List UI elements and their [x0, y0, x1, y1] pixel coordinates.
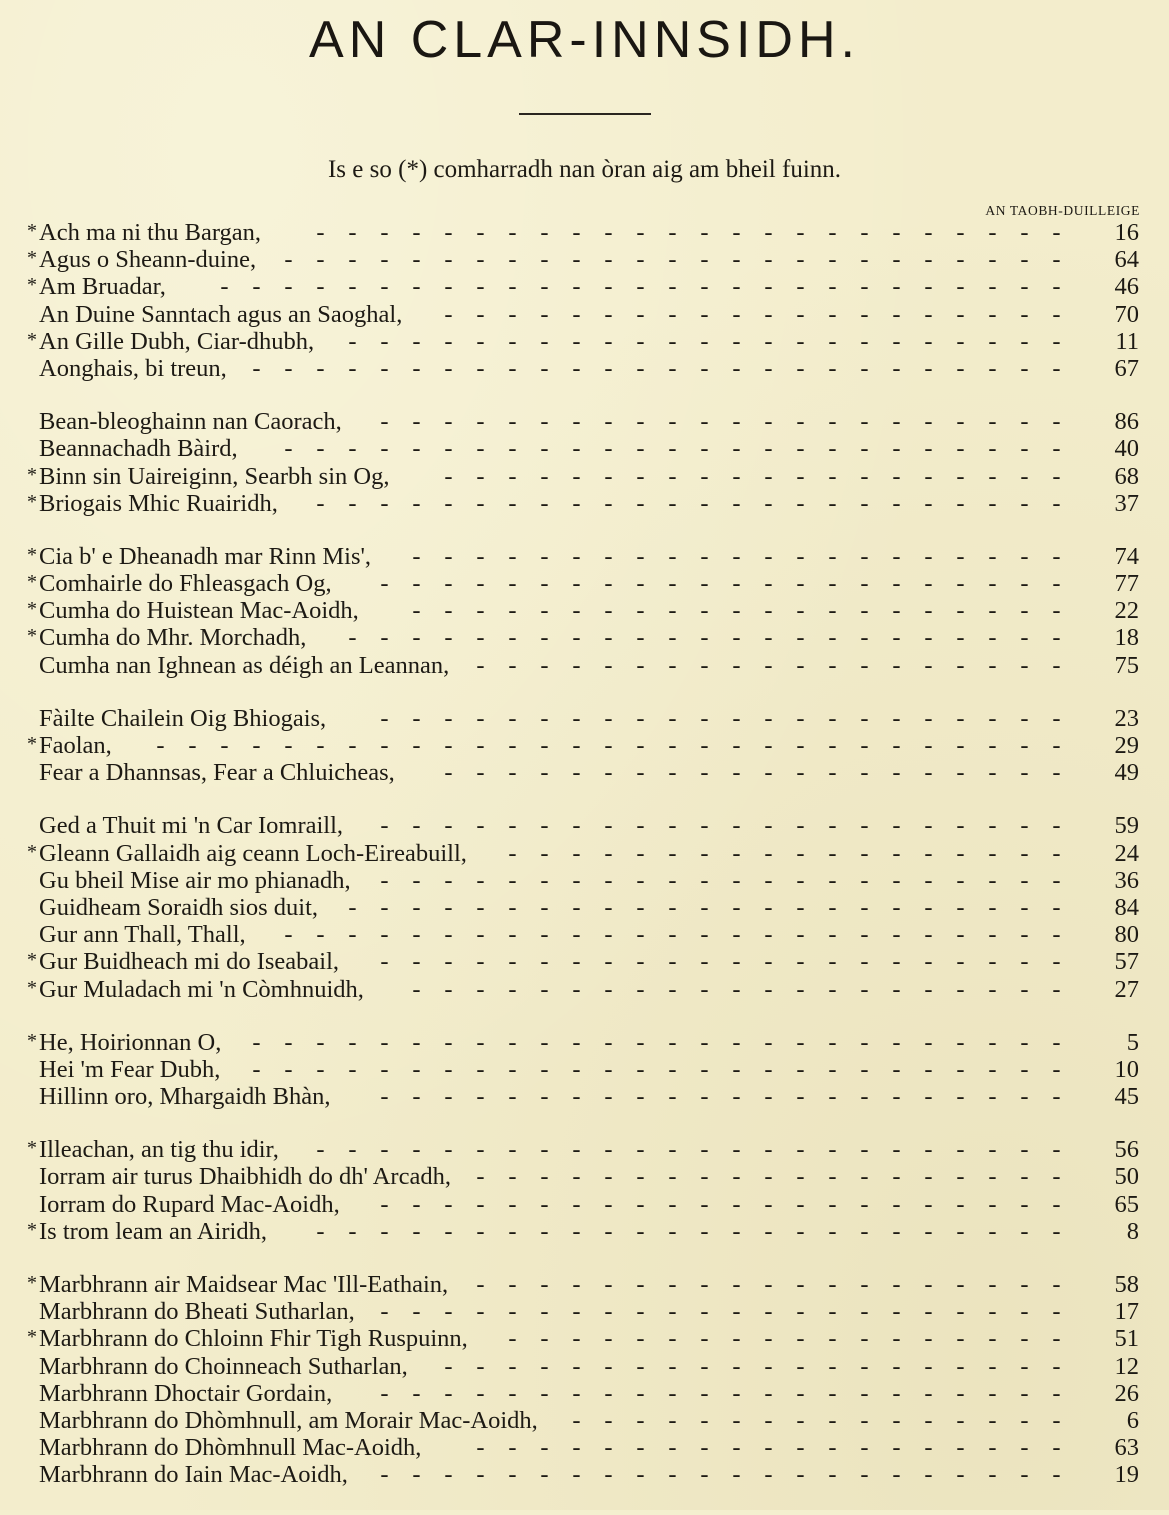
toc-entry [0, 921, 1169, 948]
dot-leaders: - - - - - - - - - - - - - - - - - - - - - [412, 975, 1062, 1003]
dot-leaders: - - - - - - - - - - - - - - - - - - - - - [412, 542, 1062, 570]
toc-entry [0, 355, 1169, 382]
toc-entry [0, 219, 1169, 246]
entry-page-number: 19 [1114, 1461, 1139, 1489]
entry-page-number: 51 [1114, 1325, 1139, 1353]
dot-leaders: - - - - - - - - - - - - - - - - - - - - [444, 1352, 1062, 1380]
toc-entry [0, 273, 1169, 300]
air-marker-asterisk: * [27, 598, 37, 621]
entry-page-number: 23 [1114, 704, 1139, 732]
air-marker-asterisk: * [27, 463, 37, 486]
toc-entry [0, 490, 1169, 517]
entry-page-number: 74 [1114, 542, 1139, 570]
toc-group [0, 1136, 1169, 1245]
entry-page-number: 58 [1114, 1271, 1139, 1298]
toc-group [0, 812, 1169, 1002]
toc-entry [0, 705, 1169, 732]
entry-page-number: 24 [1114, 839, 1139, 867]
entry-title: Gur Buidheach mi do Iseabail, [39, 948, 340, 976]
toc-entry [0, 570, 1169, 597]
toc-entry [0, 543, 1169, 570]
entry-title: He, Hoirionnan O, [39, 1028, 222, 1056]
entry-page-number: 37 [1114, 489, 1139, 517]
toc-entry [0, 1407, 1169, 1434]
entry-title: Binn sin Uaireiginn, Searbh sin Og, [39, 462, 390, 490]
entry-page-number: 5 [1126, 1028, 1139, 1056]
page-column-header: AN TAOBH-DUILLEIGE [985, 203, 1140, 218]
entry-title: An Gille Dubh, Ciar-dhubh, [39, 327, 315, 355]
air-marker-asterisk: * [27, 1218, 37, 1241]
entry-title: Marbhrann do Iain Mac-Aoidh, [39, 1461, 348, 1489]
toc-entry [0, 1218, 1169, 1245]
entry-page-number: 29 [1114, 732, 1139, 759]
toc-entry [0, 408, 1169, 435]
entry-page-number: 6 [1126, 1406, 1139, 1434]
toc-entry [0, 1353, 1169, 1380]
toc-group [0, 705, 1169, 787]
entry-title: Comhairle do Fhleasgach Og, [39, 570, 332, 598]
entry-title: Marbhrann do Chloinn Fhir Tigh Ruspuinn, [39, 1325, 468, 1353]
entry-page-number: 57 [1114, 948, 1139, 976]
dot-leaders: - - - - - - - - - - - - - - - - - - - - - - - - - - [252, 1028, 1062, 1056]
dot-leaders: - - - - - - - - - - - - - - - - - - - - - - - - - - - - - [156, 732, 1062, 759]
entry-title: Iorram do Rupard Mac-Aoidh, [39, 1190, 340, 1218]
air-marker-asterisk: * [27, 1272, 37, 1294]
dot-leaders: - - - - - - - - - - - - - - - - - - - [476, 1271, 1062, 1298]
toc-entry [0, 840, 1169, 867]
entry-page-number: 45 [1114, 1083, 1139, 1111]
entry-page-number: 80 [1114, 921, 1139, 949]
toc-entry [0, 435, 1169, 462]
dot-leaders: - - - - - - - - - - - - - - - - - - - - - - [380, 1461, 1062, 1489]
toc-group [0, 1271, 1169, 1489]
toc-group [0, 1029, 1169, 1111]
air-marker-asterisk: * [27, 949, 37, 972]
dot-leaders: - - - - - - - - - - - - - - - - - - - - - - [380, 812, 1062, 840]
entry-title: Gu bheil Mise air mo phianadh, [39, 866, 351, 894]
toc-entry [0, 1163, 1169, 1190]
toc-entry [0, 1325, 1169, 1352]
dot-leaders: - - - - - - - - - - - - - - - - - - [508, 1325, 1062, 1353]
air-marker-asterisk: * [27, 247, 37, 270]
entry-page-number: 12 [1114, 1352, 1139, 1380]
dot-leaders: - - - - - - - - - - - - - - - - - - - - - - [380, 1379, 1062, 1407]
dot-leaders: - - - - - - - - - - - - - - - - - - - - - - [380, 408, 1062, 436]
dot-leaders: - - - - - - - - - - - - - - - - - - - - - - [380, 1298, 1062, 1326]
entry-title: Gleann Gallaidh aig ceann Loch-Eireabuill, [39, 839, 467, 867]
dot-leaders: - - - - - - - - - - - - - - - - - - - - [444, 462, 1062, 490]
toc-entry [0, 732, 1169, 759]
toc-entry [0, 759, 1169, 786]
toc-group [0, 408, 1169, 517]
entry-title: Iorram air turus Dhaibhidh do dh' Arcadh, [39, 1163, 451, 1191]
entry-title: Cumha do Huistean Mac-Aoidh, [39, 597, 359, 625]
air-marker-asterisk: * [27, 328, 37, 351]
entry-title: Marbhrann Dhoctair Gordain, [39, 1379, 333, 1407]
toc-entry [0, 1056, 1169, 1083]
entry-page-number: 46 [1114, 273, 1139, 301]
entry-title: Marbhrann do Dhòmhnull, am Morair Mac-Aoidh, [39, 1406, 538, 1434]
dot-leaders: - - - - - - - - - - - - - - - - - - - - - - - - - [284, 921, 1062, 949]
air-marker-asterisk: * [27, 274, 37, 297]
dot-leaders: - - - - - - - - - - - - - - - - - - - - - - - - - - - [220, 273, 1062, 301]
entry-page-number: 63 [1114, 1434, 1139, 1462]
table-of-contents [0, 219, 1169, 1515]
entry-page-number: 49 [1114, 759, 1139, 787]
air-marker-asterisk: * [27, 733, 37, 755]
toc-entry [0, 1029, 1169, 1056]
legend-note: Is e so (*) comharradh nan òran aig am bheil fuinn. [327, 156, 842, 183]
dot-leaders: - - - - - - - - - - - - - - - - - - - - - - [380, 866, 1062, 894]
entry-title: Briogais Mhic Ruairidh, [39, 489, 278, 517]
dot-leaders: - - - - - - - - - - - - - - - - - - - - - - - [348, 893, 1062, 921]
toc-entry [0, 948, 1169, 975]
toc-entry [0, 246, 1169, 273]
dot-leaders: - - - - - - - - - - - - - - - - - - - - - - - - [316, 489, 1062, 517]
entry-page-number: 65 [1114, 1190, 1139, 1218]
dot-leaders: - - - - - - - - - - - - - - - - - - - - - - - - [316, 219, 1062, 246]
toc-entry [0, 652, 1169, 679]
toc-group [0, 219, 1169, 382]
dot-leaders: - - - - - - - - - - - - - - - - - - - - - - - - - - [252, 354, 1062, 382]
toc-entry [0, 624, 1169, 651]
toc-entry [0, 328, 1169, 355]
entry-page-number: 59 [1114, 812, 1139, 840]
entry-page-number: 18 [1114, 624, 1139, 652]
entry-title: Marbhrann air Maidsear Mac 'Ill-Eathain, [39, 1271, 449, 1298]
entry-page-number: 10 [1114, 1055, 1139, 1083]
toc-entry [0, 1083, 1169, 1110]
entry-page-number: 11 [1115, 327, 1139, 355]
entry-title: Gur ann Thall, Thall, [39, 921, 246, 949]
dot-leaders: - - - - - - - - - - - - - - - - - - - [476, 1434, 1062, 1462]
dot-leaders: - - - - - - - - - - - - - - - - - - - - - - [380, 1083, 1062, 1111]
air-marker-asterisk: * [27, 976, 37, 999]
air-marker-asterisk: * [27, 220, 37, 242]
entry-title: Agus o Sheann-duine, [39, 246, 257, 274]
entry-title: Fàilte Chailein Oig Bhiogais, [39, 704, 327, 732]
entry-page-number: 68 [1114, 462, 1139, 490]
toc-entry [0, 301, 1169, 328]
entry-title: Ged a Thuit mi 'n Car Iomraill, [39, 812, 344, 840]
dot-leaders: - - - - - - - - - - - - - - - - - - - - [444, 759, 1062, 787]
dot-leaders: - - - - - - - - - - - - - - - - - - - - - - [380, 948, 1062, 976]
air-marker-asterisk: * [27, 571, 37, 594]
air-marker-asterisk: * [27, 1137, 37, 1160]
entry-page-number: 64 [1114, 246, 1139, 274]
dot-leaders: - - - - - - - - - - - - - - - - - - [508, 839, 1062, 867]
entry-title: Fear a Dhannsas, Fear a Chluicheas, [39, 759, 395, 787]
toc-entry [0, 597, 1169, 624]
toc-entry [0, 976, 1169, 1003]
toc-entry [0, 1461, 1169, 1488]
entry-page-number: 84 [1114, 893, 1139, 921]
air-marker-asterisk: * [27, 1326, 37, 1349]
dot-leaders: - - - - - - - - - - - - - - - - - - - - - - [380, 570, 1062, 598]
dot-leaders: - - - - - - - - - - - - - - - - - - - - - - - [348, 624, 1062, 652]
entry-title: Ach ma ni thu Bargan, [39, 219, 262, 246]
toc-entry [0, 867, 1169, 894]
entry-page-number: 22 [1114, 597, 1139, 625]
toc-entry [0, 812, 1169, 839]
dot-leaders: - - - - - - - - - - - - - - - - - - - - - - [380, 1190, 1062, 1218]
entry-title: Marbhrann do Choinneach Sutharlan, [39, 1352, 408, 1380]
entry-title: Hillinn oro, Mhargaidh Bhàn, [39, 1083, 331, 1111]
toc-group [0, 543, 1169, 679]
entry-page-number: 36 [1114, 866, 1139, 894]
title-rule [519, 113, 651, 115]
entry-title: Cumha nan Ighnean as déigh an Leannan, [39, 651, 450, 679]
dot-leaders: - - - - - - - - - - - - - - - - - - - - - - - - [316, 1136, 1062, 1164]
dot-leaders: - - - - - - - - - - - - - - - - - - - - - - - - - - [252, 1055, 1062, 1083]
entry-page-number: 77 [1114, 570, 1139, 598]
air-marker-asterisk: * [27, 625, 37, 648]
entry-title: Faolan, [39, 732, 112, 759]
air-marker-asterisk: * [27, 840, 37, 863]
entry-page-number: 75 [1114, 651, 1139, 679]
entry-title: Bean-bleoghainn nan Caorach, [39, 408, 342, 436]
dot-leaders: - - - - - - - - - - - - - - - - - - - - - - - - - [284, 246, 1062, 274]
toc-entry [0, 1271, 1169, 1298]
air-marker-asterisk: * [27, 543, 37, 566]
toc-entry [0, 1191, 1169, 1218]
entry-title: Gur Muladach mi 'n Còmhnuidh, [39, 975, 364, 1003]
entry-page-number: 8 [1126, 1217, 1139, 1245]
toc-entry [0, 894, 1169, 921]
dot-leaders: - - - - - - - - - - - - - - - - - - - - - - - - [316, 1217, 1062, 1245]
toc-entry [0, 1380, 1169, 1407]
entry-title: Is trom leam an Airidh, [39, 1217, 267, 1245]
toc-entry [0, 463, 1169, 490]
entry-title: An Duine Sanntach agus an Saoghal, [39, 300, 403, 328]
entry-title: Beannachadh Bàird, [39, 435, 238, 463]
entry-page-number: 17 [1114, 1298, 1139, 1326]
entry-page-number: 26 [1114, 1379, 1139, 1407]
dot-leaders: - - - - - - - - - - - - - - - - - - - - - - - - - [284, 435, 1062, 463]
entry-page-number: 27 [1114, 975, 1139, 1003]
page-title: AN CLAR-INNSIDH. [309, 11, 860, 69]
air-marker-asterisk: * [27, 1029, 37, 1052]
entry-page-number: 67 [1114, 354, 1139, 382]
toc-entry [0, 1136, 1169, 1163]
toc-entry [0, 1434, 1169, 1461]
entry-title: Cumha do Mhr. Morchadh, [39, 624, 307, 652]
entry-title: Am Bruadar, [39, 273, 166, 301]
toc-entry [0, 1298, 1169, 1325]
dot-leaders: - - - - - - - - - - - - - - - - - - - [476, 651, 1062, 679]
entry-page-number: 50 [1114, 1163, 1139, 1191]
dot-leaders: - - - - - - - - - - - - - - - - - - - - - - [380, 704, 1062, 732]
entry-title: Guidheam Soraidh sios duit, [39, 893, 319, 921]
air-marker-asterisk: * [27, 490, 37, 513]
dot-leaders: - - - - - - - - - - - - - - - - - - - - - - - [348, 327, 1062, 355]
entry-title: Cia b' e Dheanadh mar Rinn Mis', [39, 542, 372, 570]
entry-title: Marbhrann do Bheati Sutharlan, [39, 1298, 355, 1326]
entry-page-number: 56 [1114, 1136, 1139, 1164]
entry-title: Aonghais, bi treun, [39, 354, 227, 382]
entry-title: Marbhrann do Dhòmhnull Mac-Aoidh, [39, 1434, 422, 1462]
entry-title: Illeachan, an tig thu idir, [39, 1136, 279, 1164]
dot-leaders: - - - - - - - - - - - - - - - - - - - - - [412, 597, 1062, 625]
entry-page-number: 40 [1114, 435, 1139, 463]
dot-leaders: - - - - - - - - - - - - - - - - [572, 1406, 1062, 1434]
entry-title: Hei 'm Fear Dubh, [39, 1055, 221, 1083]
dot-leaders: - - - - - - - - - - - - - - - - - - - [476, 1163, 1062, 1191]
entry-page-number: 16 [1114, 219, 1139, 246]
entry-page-number: 86 [1114, 408, 1139, 436]
dot-leaders: - - - - - - - - - - - - - - - - - - - - [444, 300, 1062, 328]
entry-page-number: 70 [1114, 300, 1139, 328]
